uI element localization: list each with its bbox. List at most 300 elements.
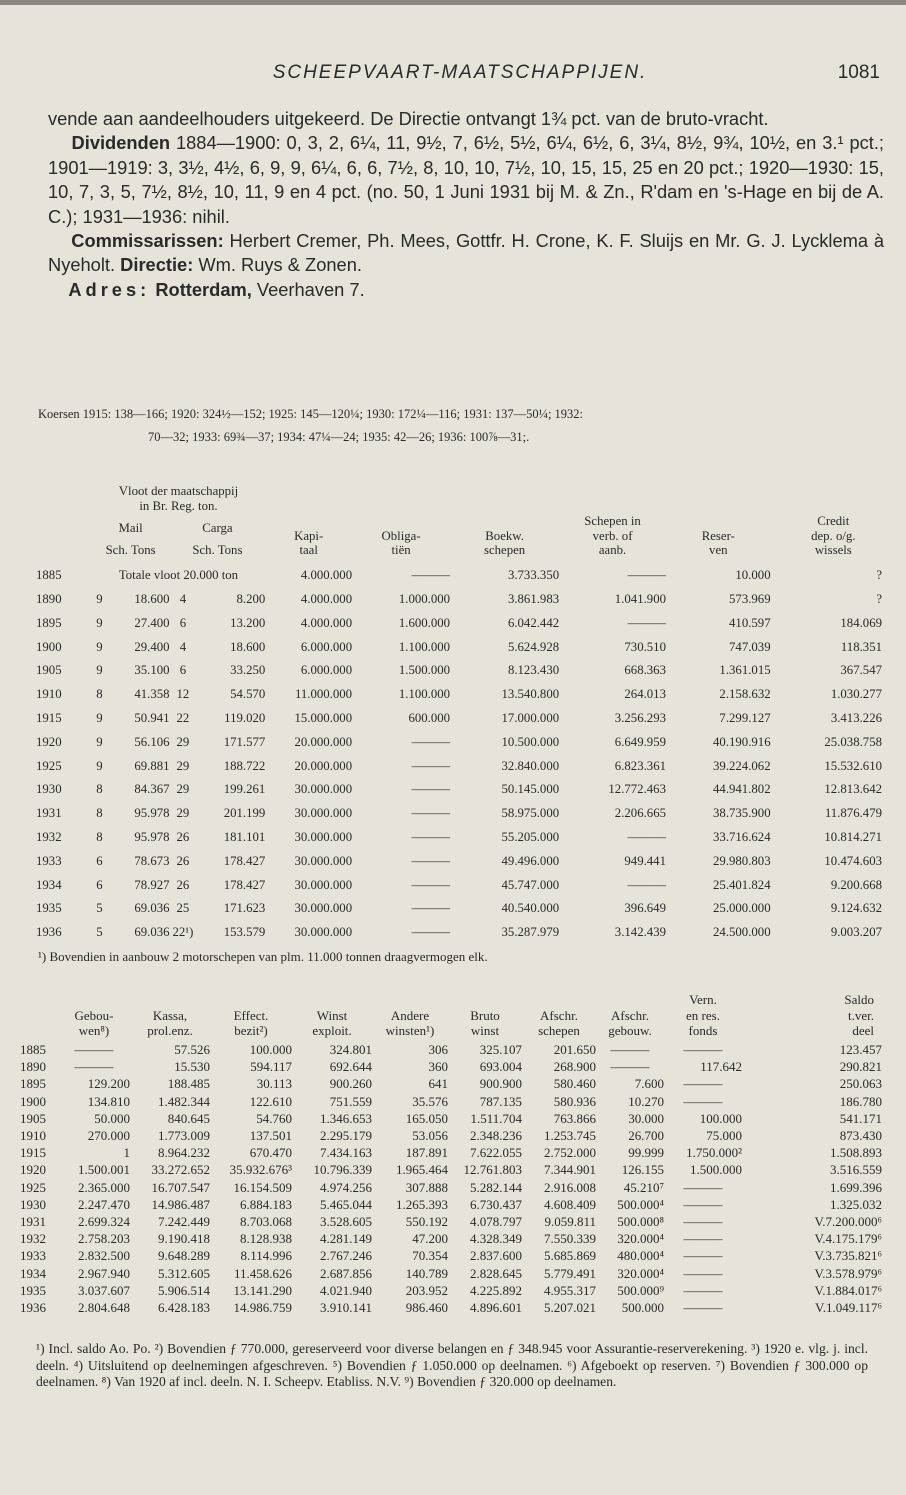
reserves-cell: 1.361.015	[719, 663, 771, 678]
gebouwen-cell: 2.832.500	[78, 1248, 130, 1264]
saldo-cell: V.1.049.117⁶	[814, 1299, 882, 1315]
effect-cell: 122.610	[249, 1093, 292, 1109]
table-row	[36, 683, 882, 707]
mail-ships-cell: 6	[96, 877, 103, 892]
fleet-header	[92, 484, 266, 514]
afschr-sch-cell: 268.900	[553, 1059, 596, 1075]
year-cell: 1935	[20, 1282, 46, 1298]
gebouwen-cell: 129.200	[87, 1076, 130, 1092]
afschr-geb-cell: ———	[610, 1042, 650, 1058]
table-row	[20, 1265, 882, 1282]
year-cell: 1931	[36, 806, 62, 821]
ships-affiliated-cell: 264.013	[624, 687, 666, 702]
bruto-cell: 787.135	[479, 1093, 522, 1109]
saldo-cell: 186.780	[839, 1093, 882, 1109]
effect-cell: 670.470	[249, 1145, 292, 1161]
winst-cell: 10.796.339	[313, 1162, 372, 1178]
financial-results-table	[20, 992, 882, 1317]
bruto-cell: 7.622.055	[470, 1145, 522, 1161]
ships-affiliated-cell: 3.142.439	[614, 925, 666, 940]
bonds-cell: ———	[411, 568, 451, 583]
effect-cell: 594.117	[250, 1059, 292, 1075]
afschr-geb-cell: 500.000	[621, 1299, 664, 1315]
cargo-tons-cell: 199.261	[223, 782, 266, 797]
table-row	[20, 1162, 882, 1179]
year-cell: 1930	[20, 1196, 46, 1212]
vern-cell: ———	[683, 1265, 723, 1281]
mail-ships-cell: 9	[96, 734, 103, 749]
gebouwen-cell: 1	[123, 1145, 130, 1161]
vern-cell: ———	[683, 1248, 723, 1264]
year-cell: 1915	[20, 1145, 46, 1161]
book-value-cell: 58.975.000	[501, 806, 560, 821]
mail-ships-cell: 5	[96, 901, 103, 916]
reserves-cell: 410.597	[729, 615, 771, 630]
afschr-sch-cell: 763.866	[553, 1110, 596, 1126]
gebouwen-cell: 134.810	[87, 1093, 130, 1109]
ships-affiliated-cell: ———	[627, 829, 666, 844]
table-row	[20, 1042, 882, 1059]
gebouwen-cell: 2.699.324	[78, 1213, 130, 1229]
andere-cell: 53.056	[412, 1128, 448, 1144]
mail-ships-cell: 9	[96, 710, 103, 725]
table-row	[36, 778, 882, 802]
reserves-cell: 33.716.624	[713, 829, 771, 844]
renewal-fund-header: Vern. en res. fonds	[686, 992, 720, 1038]
saldo-cell: 3.516.559	[830, 1162, 882, 1178]
bruto-cell: 5.282.144	[470, 1179, 522, 1195]
mail-ships-cell: 8	[96, 687, 103, 702]
winst-cell: 2.687.856	[320, 1265, 372, 1281]
bruto-cell: 4.225.892	[470, 1282, 522, 1298]
table-row	[20, 1093, 882, 1110]
credit-cell: 15.532.610	[824, 758, 882, 773]
mail-tons-cell: 29.400	[134, 639, 170, 654]
afschr-geb-cell: 30.000	[628, 1110, 664, 1126]
commissioners-text: Herbert Cremer, Ph. Mees, Gottfr. H. Crone, K. F. Sluijs en Mr. G. J. Lycklema à Nyeholt.	[48, 230, 884, 276]
capital-cell: 20.000.000	[294, 734, 353, 749]
year-cell: 1930	[36, 782, 62, 797]
vern-cell: ———	[683, 1042, 723, 1058]
effect-cell: 137.501	[249, 1128, 292, 1144]
ships-affiliated-cell: 12.772.463	[608, 782, 666, 797]
board-paragraph	[48, 229, 884, 278]
afschr-geb-cell: 7.600	[634, 1076, 664, 1092]
mail-tons-cell: 69.036	[134, 901, 170, 916]
effect-cell: 14.986.759	[233, 1299, 292, 1315]
cargo-ships-cell: 6	[179, 615, 187, 630]
capital-cell: 6.000.000	[300, 663, 353, 678]
bonds-cell: 1.500.000	[398, 663, 451, 678]
mail-ships-cell: 8	[96, 782, 103, 797]
bruto-cell: 4.896.601	[470, 1299, 522, 1315]
table-row	[20, 1299, 882, 1316]
table-row	[20, 1179, 882, 1196]
winst-cell: 1.346.653	[320, 1110, 372, 1126]
cargo-ships-cell: 26	[176, 877, 190, 892]
table-row	[36, 707, 882, 731]
cargo-ships-cell: 4	[179, 591, 187, 606]
fleet-header-line-2: in Br. Reg. ton.	[139, 499, 218, 513]
saldo-cell: V.1.884.017⁶	[814, 1282, 882, 1298]
vern-cell: ———	[683, 1282, 723, 1298]
mail-tons-cell: 50.941	[134, 710, 170, 725]
effect-cell: 54.760	[256, 1110, 292, 1126]
table-row	[36, 659, 882, 683]
company-description	[48, 107, 884, 302]
andere-cell: 140.789	[405, 1265, 448, 1281]
credit-cell: 9.200.668	[830, 877, 882, 892]
ships-affiliated-cell: 1.041.900	[614, 591, 666, 606]
share-prices-line-1: Koersen 1915: 138—166; 1920: 324½—152; 1925: 145—120¼; 1930: 172¼—116; 1931: 137—50¼; 1932:	[38, 407, 584, 421]
bonds-cell: 1.100.000	[398, 639, 451, 654]
gebouwen-cell: 50.000	[94, 1110, 130, 1126]
saldo-cell: 290.821	[839, 1059, 882, 1075]
year-cell: 1915	[36, 710, 62, 725]
credit-cell: 184.069	[840, 615, 882, 630]
gebouwen-cell: 3.037.607	[78, 1282, 130, 1298]
table-row	[20, 1196, 882, 1213]
mail-tons-cell: 95.978	[134, 806, 170, 821]
winst-cell: 751.559	[329, 1093, 372, 1109]
afschr-geb-cell: 26.700	[628, 1128, 664, 1144]
cargo-ships-cell: 29	[176, 782, 190, 797]
cargo-ships-cell: 26	[176, 853, 190, 868]
capital-cell: 30.000.000	[294, 853, 353, 868]
table-row	[36, 635, 882, 659]
cargo-ships-cell: 29	[176, 734, 190, 749]
book-value-cell: 32.840.000	[501, 758, 560, 773]
afschr-sch-cell: 5.207.021	[544, 1299, 596, 1315]
andere-cell: 187.891	[405, 1145, 448, 1161]
bruto-cell: 2.837.600	[470, 1248, 522, 1264]
book-value-cell: 13.540.800	[501, 687, 560, 702]
kassa-cell: 840.645	[167, 1110, 210, 1126]
year-cell: 1895	[36, 615, 62, 630]
total-fleet-cell: Totale vloot 20.000 ton	[118, 568, 239, 583]
year-cell: 1905	[20, 1110, 46, 1126]
address-label: Adres:	[68, 278, 151, 300]
other-profit-header: Andere winsten¹)	[385, 1007, 435, 1038]
bonds-cell: 600.000	[408, 710, 451, 725]
book-value-cell: 40.540.000	[501, 901, 560, 916]
cargo-ships-cell: 26	[176, 829, 190, 844]
ships-affiliated-cell: 6.649.959	[614, 734, 666, 749]
afschr-sch-cell: 580.460	[553, 1076, 596, 1092]
share-prices	[38, 403, 884, 449]
book-value-cell: 49.496.000	[501, 853, 560, 868]
afschr-sch-cell: 580.936	[553, 1093, 596, 1109]
afschr-sch-cell: 2.752.000	[544, 1145, 596, 1161]
reserves-cell: 39.224.062	[713, 758, 771, 773]
year-cell: 1920	[36, 734, 62, 749]
mail-tons-cell: 27.400	[134, 615, 170, 630]
bonds-cell: 1.000.000	[398, 591, 451, 606]
reserves-cell: 44.941.802	[713, 782, 771, 797]
winst-cell: 5.465.044	[320, 1196, 372, 1212]
effect-cell: 35.932.676³	[229, 1162, 292, 1178]
capital-cell: 30.000.000	[294, 782, 353, 797]
ships-affiliated-cell: ———	[627, 877, 666, 892]
credit-header: Credit dep. o/g. wissels	[811, 514, 856, 558]
gebouwen-cell: 2.967.940	[78, 1265, 130, 1281]
dividends-paragraph	[48, 131, 884, 229]
book-value-cell: 3.861.983	[507, 591, 560, 606]
capital-cell: 4.000.000	[300, 568, 353, 583]
bruto-cell: 6.730.437	[470, 1196, 522, 1212]
mail-ships-cell: 8	[96, 806, 103, 821]
credit-cell: ?	[876, 591, 882, 606]
table-row	[36, 611, 882, 635]
ships-affiliated-cell: 396.649	[624, 901, 666, 916]
effect-cell: 30.113	[256, 1076, 292, 1092]
credit-cell: 11.876.479	[824, 806, 882, 821]
year-cell: 1885	[20, 1042, 46, 1058]
table-row	[36, 849, 882, 873]
winst-cell: 2.767.246	[320, 1248, 372, 1264]
gebouwen-cell: 270.000	[87, 1128, 130, 1144]
cargo-tons-cell: 54.570	[230, 687, 266, 702]
gebouwen-cell: 2.804.648	[78, 1299, 130, 1315]
year-cell: 1931	[20, 1213, 46, 1229]
kassa-cell: 33.272.652	[151, 1162, 210, 1178]
afschr-sch-cell: 9.059.811	[544, 1213, 596, 1229]
bruto-cell: 325.107	[479, 1042, 522, 1058]
commissioners-label: Commissarissen:	[71, 230, 224, 252]
kassa-cell: 5.312.605	[158, 1265, 210, 1281]
year-cell: 1900	[36, 639, 62, 654]
vern-cell: ———	[683, 1093, 723, 1109]
vern-cell: ———	[683, 1076, 723, 1092]
year-cell: 1905	[36, 663, 62, 678]
gebouwen-cell: 1.500.001	[78, 1162, 130, 1178]
saldo-cell: V.7.200.000⁶	[814, 1213, 882, 1229]
running-title: SCHEEPVAART-MAATSCHAPPIJEN.	[272, 62, 648, 83]
year-cell: 1890	[20, 1059, 46, 1075]
year-cell: 1933	[20, 1248, 46, 1264]
effect-cell: 100.000	[249, 1042, 292, 1058]
credit-cell: ?	[876, 568, 882, 583]
credit-cell: 10.814.271	[824, 829, 882, 844]
cargo-tons-cell: 188.722	[223, 758, 266, 773]
andere-cell: 203.952	[405, 1282, 448, 1298]
kassa-cell: 9.648.289	[158, 1248, 210, 1264]
vern-cell: ———	[683, 1179, 723, 1195]
afschr-geb-cell: ———	[610, 1059, 650, 1075]
winst-cell: 324.801	[329, 1042, 372, 1058]
table-row	[20, 1145, 882, 1162]
operating-profit-header: Winst exploit.	[312, 1007, 352, 1038]
winst-cell: 4.021.940	[320, 1282, 372, 1298]
reserves-cell: 25.401.824	[713, 877, 771, 892]
saldo-cell: V.3.578.979⁶	[814, 1265, 882, 1281]
saldo-cell: 541.171	[839, 1110, 882, 1126]
ships-affiliated-cell: 730.510	[624, 639, 666, 654]
afschr-geb-cell: 500.000⁴	[617, 1196, 664, 1212]
kassa-cell: 16.707.547	[151, 1179, 210, 1195]
bonds-cell: ———	[411, 806, 451, 821]
afschr-geb-cell: 320.000⁴	[617, 1265, 664, 1281]
gebouwen-cell: 2.247.470	[78, 1196, 130, 1212]
table-row	[36, 921, 882, 945]
year-cell: 1890	[36, 591, 62, 606]
address-street: Veerhaven 7.	[251, 278, 365, 300]
table-row	[20, 1076, 882, 1093]
vern-cell: 117.642	[700, 1059, 742, 1075]
cargo-ships-cell: 22¹)	[172, 925, 194, 940]
saldo-cell: 1.699.396	[830, 1179, 882, 1195]
winst-cell: 692.644	[329, 1059, 372, 1075]
capital-cell: 11.000.000	[294, 687, 353, 702]
effect-cell: 13.141.290	[233, 1282, 292, 1298]
saldo-cell: 1.325.032	[830, 1196, 882, 1212]
cargo-tons-cell: 33.250	[230, 663, 266, 678]
mail-tons-cell: 69.881	[134, 758, 170, 773]
address-paragraph	[48, 278, 884, 302]
capital-cell: 30.000.000	[294, 806, 353, 821]
book-value-cell: 45.747.000	[501, 877, 560, 892]
bonds-cell: ———	[411, 782, 451, 797]
andere-cell: 306	[428, 1042, 448, 1058]
bonds-cell: ———	[411, 758, 451, 773]
year-cell: 1885	[36, 568, 62, 583]
book-value-cell: 35.287.979	[501, 925, 560, 940]
vern-cell: 1.750.000²	[686, 1145, 742, 1161]
kassa-cell: 6.428.183	[158, 1299, 210, 1315]
effect-cell: 8.128.938	[240, 1231, 292, 1247]
credit-cell: 118.351	[840, 639, 882, 654]
vern-cell: ———	[683, 1213, 723, 1229]
reserves-cell: 25.000.000	[713, 901, 771, 916]
address-city: Rotterdam,	[155, 278, 252, 300]
reserves-cell: 2.158.632	[719, 687, 771, 702]
mail-tons-cell: 41.358	[134, 687, 170, 702]
book-value-cell: 6.042.442	[507, 615, 560, 630]
ships-affiliated-cell: 3.256.293	[614, 710, 666, 725]
capital-cell: 15.000.000	[294, 710, 353, 725]
table-row	[20, 1231, 882, 1248]
year-cell: 1936	[20, 1299, 46, 1315]
table-row	[36, 564, 882, 588]
reserves-cell: 747.039	[729, 639, 771, 654]
kassa-cell: 1.773.009	[158, 1128, 210, 1144]
reserves-header: Reser- ven	[701, 528, 735, 558]
bruto-cell: 2.348.236	[470, 1128, 522, 1144]
cargo-ships-cell: 4	[179, 639, 187, 654]
mail-ships-cell: 9	[96, 615, 103, 630]
securities-header: Effect. bezit²)	[233, 1007, 269, 1038]
top-border	[0, 0, 906, 5]
buildings-header: Gebou- wen⁸)	[74, 1007, 114, 1038]
mail-ships-cell: 5	[96, 925, 103, 940]
ships-affiliated-cell: ———	[627, 615, 666, 630]
afschr-geb-cell: 320.000⁴	[617, 1231, 664, 1247]
capital-cell: 20.000.000	[294, 758, 353, 773]
winst-cell: 3.910.141	[320, 1299, 372, 1315]
mail-tons-cell: 95.978	[134, 829, 170, 844]
book-value-cell: 17.000.000	[501, 710, 560, 725]
kassa-cell: 1.482.344	[158, 1093, 210, 1109]
mail-sub-header: Sch. Tons	[105, 543, 156, 558]
book-value-cell: 10.500.000	[501, 734, 560, 749]
year-cell: 1925	[36, 758, 62, 773]
cargo-tons-cell: 18.600	[230, 639, 266, 654]
andere-cell: 550.192	[405, 1213, 448, 1229]
bruto-cell: 1.511.704	[470, 1110, 522, 1126]
credit-cell: 9.003.207	[830, 925, 882, 940]
cargo-tons-cell: 171.577	[223, 734, 266, 749]
mail-tons-cell: 84.367	[134, 782, 170, 797]
kassa-cell: 188.485	[167, 1076, 210, 1092]
table-row	[20, 1110, 882, 1127]
balance-header: Saldo t.ver. deel	[844, 992, 874, 1038]
afschr-geb-cell: 126.155	[621, 1162, 664, 1178]
gebouwen-cell: ———	[74, 1042, 114, 1058]
cargo-tons-cell: 178.427	[223, 853, 266, 868]
bonds-cell: ———	[411, 853, 451, 868]
saldo-cell: V.4.175.179⁶	[814, 1231, 882, 1247]
capital-cell: 4.000.000	[300, 591, 353, 606]
reserves-cell: 573.969	[729, 591, 771, 606]
table-row	[20, 1059, 882, 1076]
effect-cell: 8.703.068	[240, 1213, 292, 1229]
cargo-ships-cell: 29	[176, 758, 190, 773]
afschr-geb-cell: 99.999	[628, 1145, 664, 1161]
year-cell: 1895	[20, 1076, 46, 1092]
table-row	[36, 802, 882, 826]
cash-header: Kassa, prol.enz.	[147, 1007, 193, 1038]
andere-cell: 307.888	[405, 1179, 448, 1195]
carga-sub-header: Sch. Tons	[192, 543, 243, 558]
directors-label: Directie:	[120, 254, 194, 276]
cargo-ships-cell: 25	[176, 901, 190, 916]
table-row	[36, 826, 882, 850]
reserves-cell: 40.190.916	[713, 734, 771, 749]
cargo-ships-cell: 12	[176, 687, 190, 702]
andere-cell: 1.265.393	[396, 1196, 448, 1212]
kassa-cell: 57.526	[174, 1042, 210, 1058]
cargo-tons-cell: 201.199	[223, 806, 266, 821]
share-prices-line-2: 70—32; 1933: 69¾—37; 1934: 47¼—24; 1935: 42—26; 1936: 100⅞—31;.	[148, 430, 530, 444]
fleet-capital-table	[36, 484, 882, 945]
credit-cell: 367.547	[840, 663, 882, 678]
table-row	[20, 1248, 882, 1265]
reserves-cell: 10.000	[735, 568, 771, 583]
reserves-cell: 24.500.000	[713, 925, 771, 940]
book-value-cell: 5.624.928	[507, 639, 560, 654]
intro-paragraph: vende aan aandeelhouders uitgekeerd. De Directie ontvangt 1¾ pct. van de bruto-vracht.	[48, 108, 769, 129]
book-value-header: Boekw. schepen	[483, 528, 526, 558]
year-cell: 1934	[36, 877, 62, 892]
cargo-tons-cell: 181.101	[223, 829, 266, 844]
saldo-cell: 123.457	[839, 1042, 882, 1058]
kassa-cell: 14.986.487	[151, 1196, 210, 1212]
afschr-geb-cell: 500.000⁹	[617, 1282, 664, 1298]
cargo-tons-cell: 119.020	[224, 710, 266, 725]
gebouwen-cell: 2.365.000	[78, 1179, 130, 1195]
winst-cell: 4.281.149	[320, 1231, 372, 1247]
capital-cell: 30.000.000	[294, 877, 353, 892]
effect-cell: 6.884.183	[240, 1196, 292, 1212]
year-cell: 1935	[36, 901, 62, 916]
kassa-cell: 9.190.418	[158, 1231, 210, 1247]
vern-cell: ———	[683, 1196, 723, 1212]
bonds-cell: 1.600.000	[398, 615, 451, 630]
afschr-sch-cell: 7.550.339	[544, 1231, 596, 1247]
year-cell: 1910	[20, 1128, 46, 1144]
mail-tons-cell: 56.106	[134, 734, 170, 749]
ships-affiliated-cell: 949.441	[624, 853, 666, 868]
